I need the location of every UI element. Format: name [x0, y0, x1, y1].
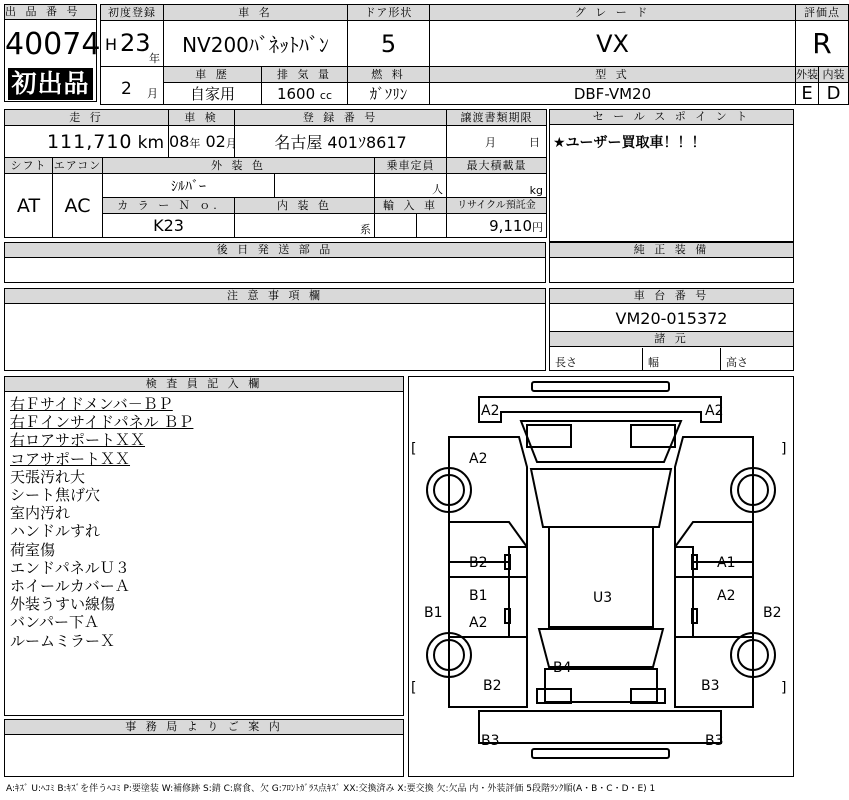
car-name-label: 車 名	[164, 5, 348, 21]
caution-box	[4, 288, 546, 371]
sales-point-box	[549, 109, 794, 242]
hood-inner-l	[527, 425, 571, 447]
dmg-right-rear-quarter: B3	[701, 678, 720, 694]
hood	[521, 421, 681, 462]
recycle-unit: 円	[532, 221, 544, 234]
history-label: 車 歴	[164, 67, 262, 83]
first-reg-month	[101, 67, 164, 105]
insp-month: 02	[205, 132, 226, 151]
first-listing-badge: 初出品	[8, 68, 93, 100]
inspector-note: エンドパネルＵ３	[10, 558, 130, 577]
inspector-note: バンパー下Ａ	[10, 613, 99, 632]
handle-rr	[692, 609, 697, 623]
tail-light-l	[537, 689, 571, 703]
color-no: K23	[103, 214, 235, 238]
score-label: 評価点	[796, 5, 849, 21]
exterior-grade: E	[796, 83, 819, 105]
first-reg-label: 初度登録	[101, 5, 164, 21]
inspector-note: 右ロアサポートＸＸ	[10, 431, 146, 450]
int-color-label: 内 装 色	[235, 198, 375, 214]
capacity-unit: 人	[432, 183, 444, 196]
dims-label: 諸 元	[550, 332, 793, 347]
legend: A:ｷｽﾞ U:ﾍｺﾐ B:ｷｽﾞを伴うﾍｺﾐ P:要塗装 W:補修跡 S:錆 C:腐食、欠 G:ﾌﾛﾝﾄｶﾞﾗｽ点ｷｽﾞ XX:交換済み X:要交換 欠:欠品 内・外装評価 5段階ﾗﾝｸ順(A・B・C・D・E) 1	[6, 784, 656, 794]
inspector-note: 天張汚れ大	[10, 467, 86, 486]
office-label: 事 務 局 よ り ご 案 内	[5, 720, 403, 735]
dmg-rear-bumper-right: B3	[705, 733, 724, 749]
year-unit: 年	[149, 52, 160, 65]
plate-label: 登 録 番 号	[235, 110, 447, 126]
import-cell-2	[417, 214, 447, 238]
inspector-label: 検 査 員 記 入 欄	[5, 377, 403, 392]
dims-divider-1	[642, 348, 643, 370]
caution-label: 注 意 事 項 欄	[5, 289, 545, 304]
transfer-day-unit: 日	[529, 135, 541, 149]
sales-point-label: セ ー ル ス ポ イ ン ト	[550, 110, 793, 125]
tail-light-r	[631, 689, 665, 703]
chassis-label: 車 台 番 号	[550, 289, 793, 304]
dmg-left-rear-door: B1	[469, 588, 488, 604]
transfer-month-unit: 月	[485, 135, 497, 149]
handle-lr	[505, 609, 510, 623]
interior-grade: D	[819, 83, 849, 105]
transfer-label: 譲渡書類期限	[447, 110, 547, 126]
max-load-label: 最大積載量	[447, 158, 547, 174]
reg-year: 23	[120, 29, 151, 57]
inspector-note: ハンドルすれ	[10, 522, 101, 541]
ext-color-label: 外 装 色	[103, 158, 375, 174]
max-load-unit: kg	[529, 184, 544, 197]
ac-label: エアコン	[53, 159, 102, 172]
dmg-right-rear-door: A2	[717, 588, 736, 604]
inspector-note: 荷室傷	[10, 540, 56, 559]
office-box	[4, 719, 404, 777]
score: R	[796, 21, 849, 67]
later-parts-label: 後 日 発 送 部 品	[5, 243, 545, 258]
model: DBF-VM20	[430, 83, 796, 105]
inspector-box	[4, 376, 404, 716]
inspector-note: ホイールカバーＡ	[10, 577, 130, 596]
mileage-cell	[5, 126, 169, 158]
int-color-cell	[235, 214, 375, 238]
displacement: 1600	[276, 84, 316, 103]
chassis-number: VM20-015372	[550, 306, 793, 332]
history: 自家用	[164, 83, 262, 105]
grade: VX	[430, 21, 796, 67]
hood-inner-r	[631, 425, 675, 447]
rear-bumper	[479, 711, 721, 743]
plate: 名古屋 401ｿ8617	[235, 126, 447, 158]
dmg-tailgate: B4	[553, 660, 572, 676]
color-no-label: カ ラ ー Ｎ ｏ.	[103, 198, 235, 214]
detail-table	[4, 109, 547, 238]
grade-label: グ レ ー ド	[430, 5, 796, 21]
left-rear-door	[449, 577, 527, 637]
ext-color-extra	[275, 174, 375, 198]
inspection-label: 車 検	[169, 110, 235, 126]
dmg-right-front-door: A1	[717, 555, 736, 571]
import-cell-1	[375, 214, 417, 238]
reg-month: 2	[121, 79, 132, 99]
dmg-rear-bumper-left: B3	[481, 733, 500, 749]
mileage-label: 走 行	[5, 110, 169, 126]
doors: 5	[348, 21, 430, 67]
dmg-front-right-bumper: A2	[705, 403, 724, 419]
dmg-right-side: B2	[763, 605, 782, 621]
rear-right-quarter	[675, 637, 753, 707]
capacity-label: 乗車定員	[375, 158, 447, 174]
inspector-note: 右Ｆサイドメンバ－ＢＰ	[10, 395, 173, 413]
ext-color: ｼﾙﾊﾞｰ	[103, 174, 275, 198]
dmg-left-rear-door-lower: A2	[469, 615, 488, 631]
import-label: 輸 入 車	[375, 198, 447, 214]
shift: AT	[5, 174, 53, 238]
windshield	[531, 469, 671, 527]
inspector-note: ルームミラーＸ	[10, 631, 116, 650]
dims-row	[550, 348, 793, 370]
int-color-unit: 系	[360, 223, 372, 236]
inspector-note: シート焦げ穴	[10, 486, 101, 505]
dmg-left-fender: A2	[469, 451, 488, 467]
length-label: 長さ	[555, 356, 577, 369]
front-top-bar	[532, 382, 669, 391]
dmg-left-side: B1	[424, 605, 443, 621]
lot-number-label: 出 品 番 号	[5, 5, 96, 20]
inspector-note: 室内汚れ	[10, 504, 71, 523]
mileage-unit: km	[137, 132, 165, 153]
displacement-label: 排 気 量	[262, 67, 348, 83]
bracket-l-top: [	[411, 441, 417, 457]
transfer-cell	[447, 126, 547, 158]
displacement-unit: cc	[319, 88, 333, 102]
interior-label: 内装	[819, 67, 849, 83]
insp-year: 08	[169, 132, 190, 151]
era: H	[105, 35, 118, 54]
roof	[549, 527, 653, 627]
exterior-label: 外装	[796, 68, 818, 81]
door-label: ドア形状	[348, 5, 430, 21]
rear-bottom-bar	[532, 749, 669, 758]
ac: AC	[53, 174, 103, 238]
bracket-r-top: ]	[781, 441, 787, 457]
month-unit: 月	[147, 87, 158, 100]
capacity-cell	[375, 174, 447, 198]
header-table	[100, 4, 849, 105]
later-parts-box	[4, 242, 546, 283]
dims-divider-2	[720, 348, 721, 370]
insp-month-unit: 月	[225, 137, 237, 150]
lot-number-box	[4, 4, 101, 102]
chassis-box	[549, 288, 794, 371]
right-front-door	[675, 522, 753, 577]
dmg-roof: U3	[593, 590, 613, 606]
model-label: 型 式	[430, 67, 796, 83]
dmg-left-front-door: B2	[469, 555, 488, 571]
height-label: 高さ	[726, 356, 748, 369]
dmg-left-rear-quarter: B2	[483, 678, 502, 694]
inspector-note: コアサポートＸＸ	[10, 449, 131, 468]
dmg-front-left-bumper: A2	[481, 403, 500, 419]
recycle-label: リサイクル預託金	[447, 198, 547, 214]
car-diagram-box	[408, 376, 794, 777]
inspector-note: 外装うすい線傷	[10, 595, 116, 614]
mileage: 111,710	[46, 130, 133, 153]
insp-year-unit: 年	[189, 137, 201, 150]
bracket-l-bottom: [	[411, 680, 417, 696]
recycle: 9,110	[489, 217, 533, 235]
sales-point: ★ユーザー買取車！！！	[553, 135, 706, 151]
genuine-label: 純 正 装 備	[550, 243, 793, 258]
inspection-cell	[169, 126, 235, 158]
fuel: ｶﾞｿﾘﾝ	[348, 83, 430, 105]
car-name: NV200ﾊﾞﾈｯﾄﾊﾞﾝ	[164, 21, 348, 67]
lot-number: 40074	[5, 27, 101, 62]
max-load-cell	[447, 174, 547, 198]
rear-left-quarter	[449, 637, 527, 707]
first-reg-year	[101, 21, 164, 67]
displacement-cell	[262, 83, 348, 105]
recycle-cell	[447, 214, 547, 238]
width-label: 幅	[648, 356, 659, 369]
front-bumper	[479, 397, 724, 422]
left-front-door	[449, 522, 527, 577]
fuel-label: 燃 料	[348, 67, 430, 83]
shift-label: シフト	[5, 158, 53, 174]
bracket-r-bottom: ]	[781, 680, 787, 696]
genuine-box	[549, 242, 794, 283]
inspector-notes	[5, 395, 403, 650]
right-rear-door	[675, 577, 753, 637]
inspector-note: 右Ｆインサイドパネル ＢＰ	[10, 413, 194, 432]
car-diagram	[409, 377, 793, 776]
